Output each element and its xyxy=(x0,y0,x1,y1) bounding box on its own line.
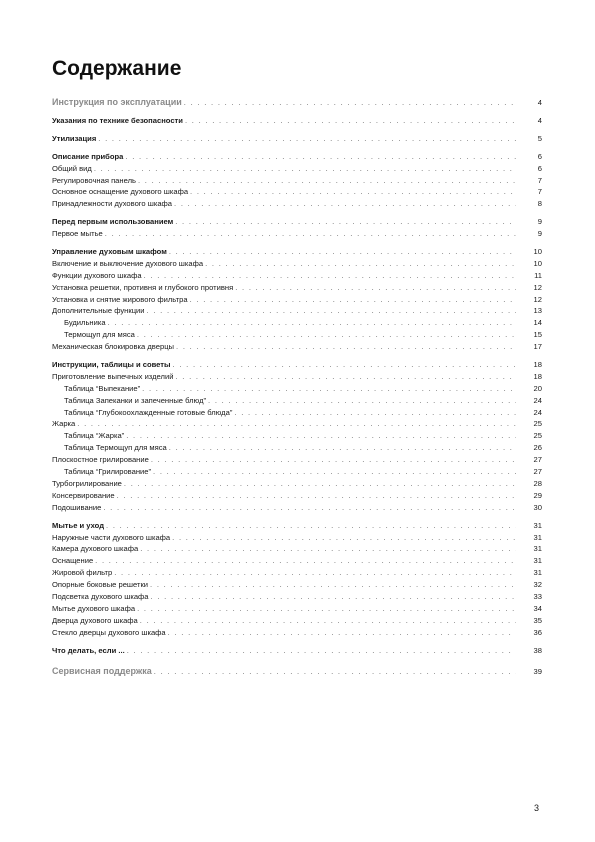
toc-entry-page-number: 26 xyxy=(533,443,542,453)
toc-entry[interactable] xyxy=(52,615,542,627)
toc-entry-page-number: 18 xyxy=(533,360,542,370)
toc-entry[interactable] xyxy=(52,430,542,442)
dot-leader xyxy=(124,478,516,490)
dot-leader xyxy=(150,579,516,591)
toc-entry[interactable] xyxy=(52,198,542,210)
toc-entry-label: Будильника xyxy=(64,318,106,328)
dot-leader xyxy=(185,115,516,127)
toc-entry-label: Основное оснащение духового шкафа xyxy=(52,187,189,197)
toc-entry-page-number: 4 xyxy=(537,116,542,125)
toc-entry-label: Регулировочная панель xyxy=(52,175,136,185)
dot-leader xyxy=(98,133,516,145)
dot-leader xyxy=(176,341,516,353)
toc-entry-page-number: 17 xyxy=(533,342,542,352)
toc-entry-page-number: 31 xyxy=(533,544,542,554)
toc-entry-page-number: 31 xyxy=(533,520,542,530)
toc-entry[interactable] xyxy=(52,383,542,395)
dot-leader xyxy=(190,186,516,198)
toc-entry-label: Камера духового шкафа xyxy=(52,544,139,554)
toc-entry-label: Мытье и уход xyxy=(52,520,105,530)
toc-entry-label: Дополнительные функции xyxy=(52,306,145,316)
dot-leader xyxy=(174,198,516,210)
toc-entry-page-number: 4 xyxy=(537,98,542,107)
toc-entry-label: Мытье духового шкафа xyxy=(52,603,136,613)
toc-entry-label: Таблица Термощуп для мяса xyxy=(64,443,167,453)
toc-entry-page-number: 5 xyxy=(537,133,542,143)
toc-entry-label: Механическая блокировка дверцы xyxy=(52,342,174,352)
dot-leader xyxy=(234,407,516,419)
toc-entry[interactable] xyxy=(52,567,542,579)
toc-entry-page-number: 27 xyxy=(533,467,542,477)
dot-leader xyxy=(151,591,516,603)
toc-entry[interactable] xyxy=(52,246,542,258)
toc-entry-page-number: 7 xyxy=(537,175,542,185)
dot-leader xyxy=(151,454,516,466)
toc-entry-page-number: 20 xyxy=(533,383,542,393)
toc-entry[interactable] xyxy=(52,216,542,228)
dot-leader xyxy=(137,603,516,615)
toc-entry[interactable] xyxy=(52,555,542,567)
toc-entry-page-number: 35 xyxy=(533,615,542,625)
toc-entry-page-number: 36 xyxy=(533,627,542,637)
toc-entry-page-number: 38 xyxy=(533,645,542,655)
toc-entry[interactable] xyxy=(52,305,542,317)
toc-entry-label: Наружные части духового шкафа xyxy=(52,532,171,542)
toc-entry[interactable] xyxy=(52,270,542,282)
toc-entry-page-number: 27 xyxy=(533,455,542,465)
toc-entry[interactable] xyxy=(52,359,542,371)
table-of-contents xyxy=(52,95,542,678)
toc-entry-label: Сервисная поддержка xyxy=(52,666,152,677)
toc-entry-page-number: 12 xyxy=(533,282,542,292)
toc-entry[interactable] xyxy=(52,133,542,145)
toc-entry[interactable] xyxy=(52,490,542,502)
toc-entry[interactable] xyxy=(52,175,542,187)
toc-entry[interactable] xyxy=(52,532,542,544)
dot-leader xyxy=(168,627,516,639)
toc-entry[interactable] xyxy=(52,115,542,127)
dot-leader xyxy=(127,645,516,657)
toc-entry-page-number: 9 xyxy=(537,217,542,227)
toc-entry-label: Описание прибора xyxy=(52,151,124,161)
toc-entry[interactable] xyxy=(52,258,542,270)
toc-entry-label: Подошивание xyxy=(52,502,102,512)
toc-entry-label: Жарка xyxy=(52,419,76,429)
toc-entry[interactable] xyxy=(52,543,542,555)
toc-entry[interactable] xyxy=(52,502,542,514)
dot-leader xyxy=(105,228,516,240)
toc-entry-label: Функции духового шкафа xyxy=(52,270,142,280)
dot-leader xyxy=(154,665,516,679)
toc-entry-label: Установка и снятие жирового фильтра xyxy=(52,294,188,304)
toc-entry-page-number: 9 xyxy=(537,229,542,239)
toc-entry-label: Оснащение xyxy=(52,556,94,566)
toc-entry-label: Включение и выключение духового шкафа xyxy=(52,258,204,268)
toc-entry-label: Таблица Запеканки и запеченные блюд” xyxy=(64,395,207,405)
toc-entry-label: Что делать, если ... xyxy=(52,645,125,655)
toc-entry-label: Дверца духового шкафа xyxy=(52,615,138,625)
dot-leader xyxy=(175,371,516,383)
toc-entry[interactable] xyxy=(52,442,542,454)
dot-leader xyxy=(95,555,516,567)
toc-entry[interactable] xyxy=(52,664,542,678)
toc-entry-page-number: 28 xyxy=(533,478,542,488)
dot-leader xyxy=(126,430,516,442)
dot-leader xyxy=(208,395,516,407)
toc-entry-page-number: 8 xyxy=(537,199,542,209)
toc-entry-page-number: 39 xyxy=(533,667,542,677)
toc-entry-page-number: 6 xyxy=(537,163,542,173)
toc-entry-page-number: 13 xyxy=(533,306,542,316)
toc-entry-page-number: 10 xyxy=(533,258,542,268)
dot-leader xyxy=(169,442,516,454)
dot-leader xyxy=(169,246,516,258)
toc-entry-label: Указания по технике безопасности xyxy=(52,116,183,125)
toc-entry[interactable] xyxy=(52,329,542,341)
toc-entry[interactable] xyxy=(52,317,542,329)
toc-entry-page-number: 14 xyxy=(533,318,542,328)
toc-entry[interactable] xyxy=(52,579,542,591)
toc-entry-label: Опорные боковые решетки xyxy=(52,580,149,590)
toc-entry-label: Общий вид xyxy=(52,163,92,173)
dot-leader xyxy=(137,329,516,341)
toc-entry-label: Утилизация xyxy=(52,133,97,143)
dot-leader xyxy=(140,543,516,555)
dot-leader xyxy=(106,520,516,532)
toc-entry-page-number: 12 xyxy=(533,294,542,304)
toc-entry-label: Подсветка духового шкафа xyxy=(52,591,149,601)
dot-leader xyxy=(190,294,516,306)
toc-entry[interactable] xyxy=(52,282,542,294)
dot-leader xyxy=(108,317,516,329)
toc-entry-page-number: 18 xyxy=(533,371,542,381)
toc-entry[interactable] xyxy=(52,228,542,240)
toc-entry[interactable] xyxy=(52,294,542,306)
toc-entry-page-number: 11 xyxy=(534,270,542,280)
toc-entry-label: Первое мытье xyxy=(52,229,103,239)
toc-entry[interactable] xyxy=(52,520,542,532)
toc-entry[interactable] xyxy=(52,466,542,478)
toc-entry-label: Термощуп для мяса xyxy=(64,330,135,340)
toc-entry[interactable] xyxy=(52,418,542,430)
toc-entry-label: Таблица “Грилирование” xyxy=(64,467,152,477)
toc-entry-page-number: 15 xyxy=(533,330,542,340)
dot-leader xyxy=(235,282,516,294)
dot-leader xyxy=(175,216,516,228)
toc-entry-page-number: 24 xyxy=(533,407,542,417)
dot-leader xyxy=(144,270,516,282)
toc-entry[interactable] xyxy=(52,341,542,353)
toc-entry[interactable] xyxy=(52,371,542,383)
toc-entry-label: Принадлежности духового шкафа xyxy=(52,199,173,209)
page-title: Содержание xyxy=(52,57,182,80)
dot-leader xyxy=(153,466,516,478)
toc-entry[interactable] xyxy=(52,478,542,490)
toc-entry-page-number: 25 xyxy=(533,431,542,441)
toc-entry-page-number: 6 xyxy=(537,151,542,161)
toc-entry-page-number: 29 xyxy=(533,490,542,500)
toc-entry[interactable] xyxy=(52,95,542,109)
toc-entry-label: Стекло дверцы духового шкафа xyxy=(52,627,166,637)
dot-leader xyxy=(138,175,516,187)
toc-entry-label: Установка решетки, противня и глубокого противня xyxy=(52,282,234,292)
toc-entry-label: Жировой фильтр xyxy=(52,568,113,578)
section-spacer xyxy=(52,656,542,664)
dot-leader xyxy=(140,615,516,627)
dot-leader xyxy=(205,258,516,270)
dot-leader xyxy=(117,490,516,502)
dot-leader xyxy=(142,383,516,395)
toc-entry-label: Турбогрилирование xyxy=(52,478,122,488)
toc-entry[interactable] xyxy=(52,407,542,419)
toc-entry-page-number: 33 xyxy=(533,591,542,601)
dot-leader xyxy=(147,305,516,317)
toc-entry-label: Инструкции, таблицы и советы xyxy=(52,360,171,370)
toc-entry[interactable] xyxy=(52,454,542,466)
toc-entry-label: Таблица “Жарка” xyxy=(64,431,125,441)
toc-entry-label: Инструкция по эксплуатации xyxy=(52,97,182,107)
dot-leader xyxy=(172,532,516,544)
toc-entry-page-number: 7 xyxy=(537,187,542,197)
toc-entry[interactable] xyxy=(52,186,542,198)
toc-entry[interactable] xyxy=(52,627,542,639)
toc-entry-page-number: 31 xyxy=(533,532,542,542)
dot-leader xyxy=(125,151,516,163)
dot-leader xyxy=(114,567,516,579)
toc-entry-label: Плоскостное грилирование xyxy=(52,455,149,465)
toc-entry-page-number: 32 xyxy=(533,580,542,590)
toc-entry[interactable] xyxy=(52,603,542,615)
toc-entry-page-number: 10 xyxy=(533,247,542,257)
toc-entry-label: Консервирование xyxy=(52,490,115,500)
toc-entry-page-number: 25 xyxy=(533,419,542,429)
toc-entry-label: Управление духовым шкафом xyxy=(52,247,167,257)
toc-entry-page-number: 24 xyxy=(533,395,542,405)
toc-entry-page-number: 30 xyxy=(533,502,542,512)
toc-entry-label: Таблица “Глубокоохлажденные готовые блюда” xyxy=(64,407,233,417)
page-number: 3 xyxy=(534,803,540,813)
dot-leader xyxy=(184,96,516,110)
dot-leader xyxy=(173,359,516,371)
toc-entry[interactable] xyxy=(52,645,542,657)
toc-entry-label: Приготовление выпечных изделий xyxy=(52,371,174,381)
toc-entry[interactable] xyxy=(52,151,542,163)
toc-entry-page-number: 31 xyxy=(533,568,542,578)
toc-entry[interactable] xyxy=(52,591,542,603)
dot-leader xyxy=(77,418,516,430)
dot-leader xyxy=(103,502,516,514)
dot-leader xyxy=(94,163,516,175)
toc-entry-page-number: 34 xyxy=(533,603,542,613)
toc-entry-page-number: 31 xyxy=(533,556,542,566)
toc-entry[interactable] xyxy=(52,163,542,175)
toc-entry-label: Перед первым использованием xyxy=(52,217,174,227)
toc-entry-label: Таблица “Выпекание” xyxy=(64,383,141,393)
toc-entry[interactable] xyxy=(52,395,542,407)
